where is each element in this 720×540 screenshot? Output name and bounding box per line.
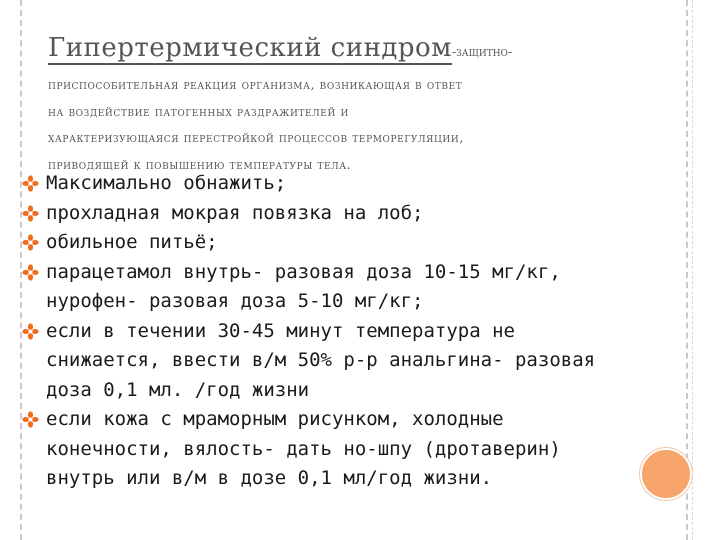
bullet-text-line: если в течении 30-45 минут температура не — [46, 319, 515, 342]
definition-line-1: приспособительная реакция организма, возникающая в ответ — [48, 77, 463, 92]
bullet-text-line: парацетамол внутрь- разовая доза 10-15 мг/кг, — [46, 260, 561, 283]
title-line — [48, 28, 660, 72]
definition-line-2: на воздействие патогенных раздражителей и — [48, 103, 349, 119]
title-block — [48, 28, 660, 178]
list-item — [22, 258, 662, 317]
flower-bullet-icon — [22, 264, 39, 281]
bullet-text-line: внутрь или в/м в дозе 0,1 мл/год жизни. — [46, 467, 493, 489]
bullet-text-line: если кожа с мраморным рисунком, холодные — [46, 408, 504, 430]
bullet-text-line: доза 0,1 мл. /год жизни — [46, 378, 310, 401]
bullet-text-line: Максимально обнажить; — [46, 172, 287, 194]
flower-bullet-icon — [22, 411, 39, 428]
bullet-text-line: нурофен- разовая доза 5-10 мг/кг; — [46, 290, 424, 312]
list-item — [22, 317, 662, 406]
definition-line-3: характеризующаяся перестройкой процессов терморегуляции, — [48, 130, 464, 145]
bullet-text-line: конечности, вялость- дать но-шпу (дротаверин) — [46, 437, 561, 460]
title-continuation: -защитно- — [451, 44, 513, 59]
list-item — [22, 199, 662, 229]
list-item — [22, 169, 662, 199]
flower-bullet-icon — [22, 323, 39, 340]
bullet-text-line: обильное питьё; — [46, 231, 218, 253]
flower-bullet-icon — [22, 205, 39, 222]
flower-bullet-icon — [22, 175, 39, 192]
frame-right-line-outer — [692, 0, 693, 540]
flower-bullet-icon — [22, 234, 39, 251]
slide-title: Гипертермический синдром — [48, 33, 452, 63]
list-item — [22, 228, 662, 258]
bullet-text-line: прохладная мокрая повязка на лоб; — [46, 201, 424, 224]
decorative-circle — [640, 448, 692, 500]
bullet-list — [22, 169, 662, 494]
definition-line-4: приводящей к повышению температуры тела. — [48, 156, 352, 172]
list-item — [22, 405, 662, 494]
bullet-text-line: снижается, ввести в/м 50% р-р анальгина- разовая — [46, 349, 596, 371]
